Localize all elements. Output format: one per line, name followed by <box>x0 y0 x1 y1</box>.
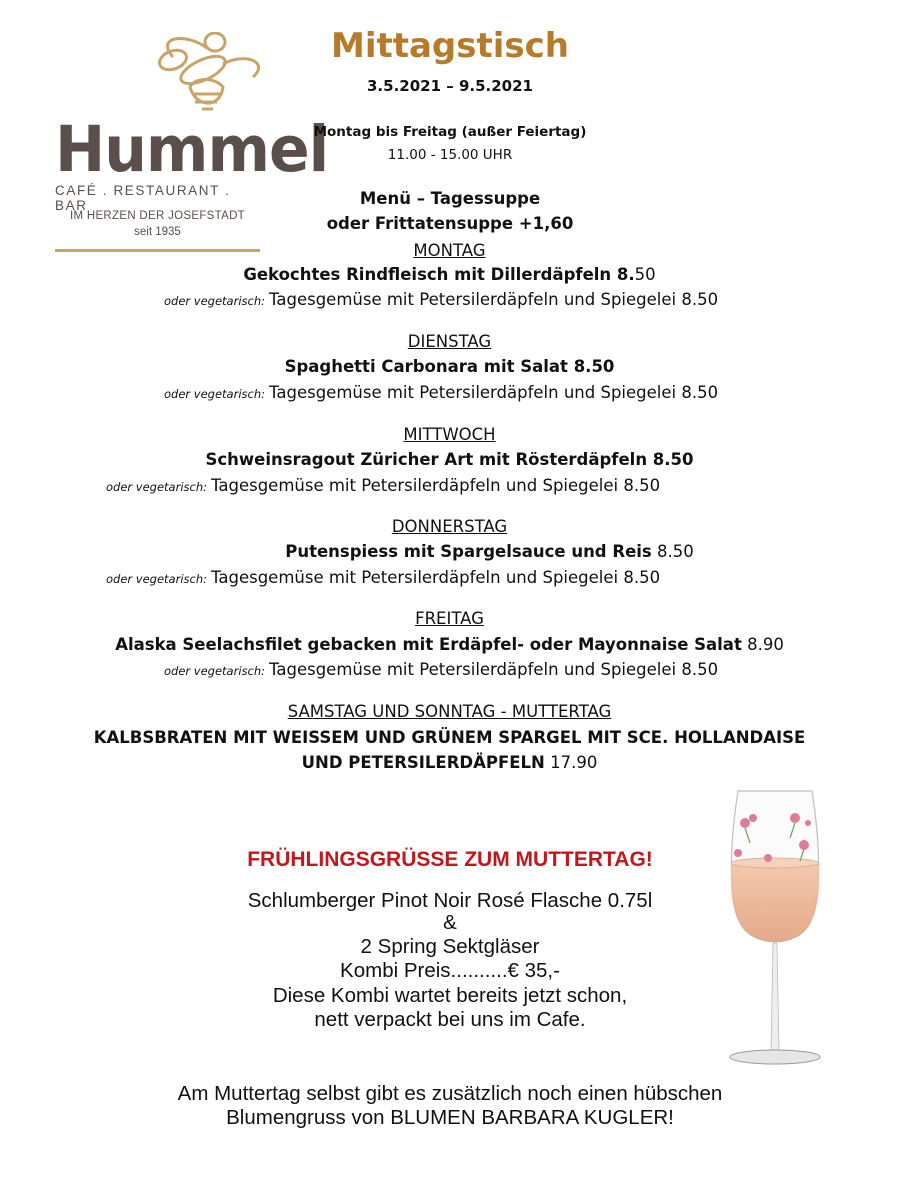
footer-line: Am Muttertag selbst gibt es zusätzlich noch einen hübschen <box>177 1082 723 1105</box>
dish-price: 50 <box>634 265 656 284</box>
dish-name: Gekochtes Rindfleisch mit Dillerdäpfeln 8. <box>243 265 635 284</box>
opening-days: Montag bis Freitag (außer Feiertag) <box>313 124 587 140</box>
dish-price: 8.90 <box>741 635 784 654</box>
day-heading-thursday: DONNERSTAG <box>391 517 508 536</box>
promo-line: Schlumberger Pinot Noir Rosé Flasche 0.75l <box>247 889 653 912</box>
dish-thursday <box>0 542 899 561</box>
menu-soup-line1: Menü – Tagessuppe <box>359 189 541 208</box>
day-heading-wednesday: MITTWOCH <box>403 425 496 444</box>
day-heading-monday: MONTAG <box>413 241 486 260</box>
veg-dish: Tagesgemüse mit Petersilerdäpfeln und Spiegelei 8.50 <box>269 290 719 309</box>
veg-option-monday <box>164 290 718 309</box>
dish-name: Spaghetti Carbonara mit Salat 8.50 <box>284 357 615 376</box>
dish-monday <box>0 265 899 284</box>
opening-hours: 11.00 - 15.00 UHR <box>387 147 513 163</box>
veg-label: oder vegetarisch: <box>106 480 208 494</box>
dish-price: 8.50 <box>651 542 694 561</box>
promo-title: FRÜHLINGSGRÜSSE ZUM MUTTERTAG! <box>247 848 653 871</box>
dish-price: 17.90 <box>544 753 598 772</box>
veg-option-thursday <box>106 568 660 587</box>
wine-glass-image <box>720 783 830 1073</box>
veg-option-tuesday <box>164 383 718 402</box>
veg-dish: Tagesgemüse mit Petersilerdäpfeln und Spiegelei 8.50 <box>269 383 719 402</box>
veg-dish: Tagesgemüse mit Petersilerdäpfeln und Spiegelei 8.50 <box>211 568 661 587</box>
veg-label: oder vegetarisch: <box>164 294 266 308</box>
promo-line: nett verpackt bei uns im Cafe. <box>314 1008 586 1031</box>
wine-glass-icon <box>720 783 830 1073</box>
logo-wordmark: Hummel <box>55 113 329 187</box>
veg-label: oder vegetarisch: <box>164 387 266 401</box>
veg-dish: Tagesgemüse mit Petersilerdäpfeln und Spiegelei 8.50 <box>269 660 719 679</box>
dish-tuesday <box>0 357 899 376</box>
promo-line: Kombi Preis..........€ 35,- <box>340 959 560 982</box>
day-heading-tuesday: DIENSTAG <box>407 332 492 351</box>
logo-tagline: CAFÉ . RESTAURANT . BAR <box>55 183 231 213</box>
menu-soup-line2: oder Frittatensuppe +1,60 <box>326 214 574 233</box>
day-heading-friday: FREITAG <box>415 609 484 628</box>
veg-dish: Tagesgemüse mit Petersilerdäpfeln und Spiegelei 8.50 <box>211 476 661 495</box>
dish-name: UND PETERSILERDÄPFELN <box>301 753 545 772</box>
date-range: 3.5.2021 – 9.5.2021 <box>367 77 533 95</box>
dish-name: Putenspiess mit Spargelsauce und Reis <box>285 542 652 561</box>
dish-weekend-line1 <box>0 728 899 747</box>
dish-weekend-line2 <box>0 753 899 772</box>
footer-line: Blumengruss von BLUMEN BARBARA KUGLER! <box>226 1106 674 1129</box>
promo-line: Diese Kombi wartet bereits jetzt schon, <box>272 984 628 1007</box>
veg-label: oder vegetarisch: <box>164 664 266 678</box>
dish-name: Schweinsragout Züricher Art mit Rösterdäpfeln 8.50 <box>205 450 694 469</box>
dish-name: Alaska Seelachsfilet gebacken mit Erdäpfel- oder Mayonnaise Salat <box>115 635 742 654</box>
dish-friday <box>0 635 899 654</box>
veg-option-friday <box>164 660 718 679</box>
logo-since: seit 1935 <box>134 226 181 238</box>
logo-location: IM HERZEN DER JOSEFSTADT <box>69 210 246 222</box>
promo-line: & <box>443 911 457 934</box>
page-title: Mittagstisch <box>330 26 570 66</box>
promo-line: 2 Spring Sektgläser <box>360 935 540 958</box>
dish-wednesday <box>0 450 899 469</box>
veg-label: oder vegetarisch: <box>106 572 208 586</box>
dish-name: KALBSBRATEN MIT WEISSEM UND GRÜNEM SPARGEL MIT SCE. HOLLANDAISE <box>93 728 806 747</box>
day-heading-weekend: SAMSTAG UND SONNTAG - MUTTERTAG <box>287 702 612 721</box>
veg-option-wednesday <box>106 476 660 495</box>
